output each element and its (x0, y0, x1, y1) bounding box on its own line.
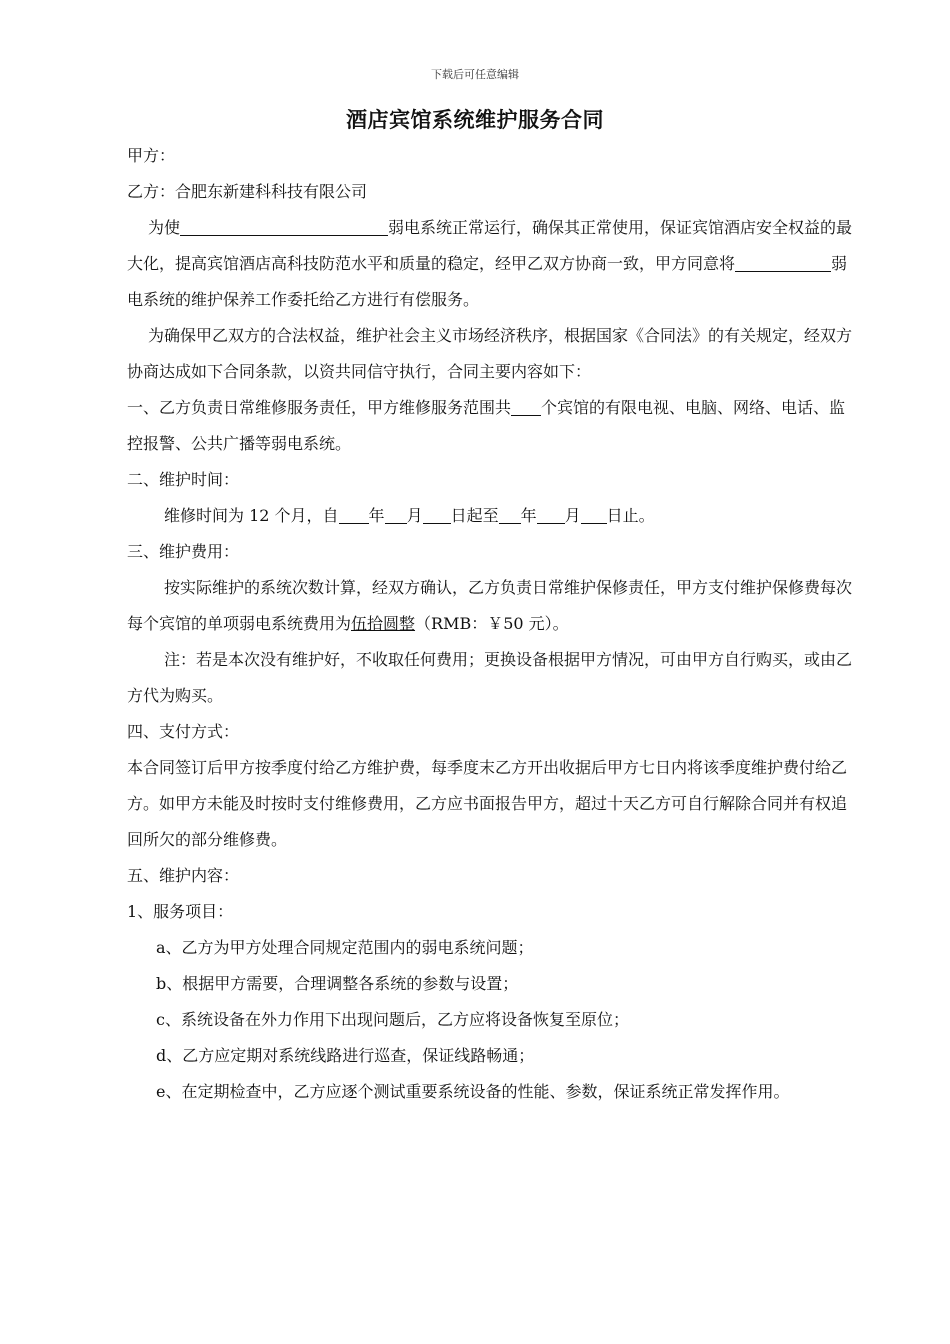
section-5-subtitle: 1、服务项目： (127, 902, 234, 921)
text: 维修时间为 12 个月，自 (164, 506, 339, 525)
section-2-title: 二、维护时间： (127, 470, 240, 489)
document-title: 酒店宾馆系统维护服务合同 (346, 107, 604, 132)
text: 弱电系统的维护保养工作委托给乙方进行有偿服务。 (127, 254, 848, 309)
blank-field-start-day[interactable] (423, 507, 451, 524)
contract-body (127, 138, 859, 1110)
paragraph-legal: 为确保甲乙双方的合法权益，维护社会主义市场经济秩序，根据国家《合同法》的有关规定，经双方协商达成如下合同条款，以资共同信守执行，合同主要内容如下： (127, 326, 853, 381)
section-5-title: 五、维护内容： (127, 866, 240, 885)
text: 年 (520, 506, 537, 525)
blank-field-start-year[interactable] (339, 507, 369, 524)
blank-field-hotel-count[interactable] (511, 399, 541, 416)
amount-in-words: 伍拾圆整 (351, 614, 416, 633)
amount-numeric: （RMB：￥50 元）。 (415, 614, 569, 633)
service-item-c: c、系统设备在外力作用下出现问题后，乙方应将设备恢复至原位； (156, 1010, 629, 1029)
blank-field-system-name[interactable] (180, 219, 388, 236)
section-3-note: 注：若是本次没有维护好，不收取任何费用；更换设备根据甲方情况，可由甲方自行购买，或由乙方代为购买。 (127, 650, 853, 705)
blank-field-end-year[interactable] (499, 507, 521, 524)
blank-field-system-name-2[interactable] (735, 255, 831, 272)
section-3-fee (127, 570, 859, 642)
text: 月 (406, 506, 423, 525)
text: 个宾馆的有限电视、电脑、网络、电话、监控报警、公共广播等弱电系统。 (127, 398, 846, 453)
text: 按实际维护的系统次数计算，经双方确认，乙方负责日常维护保修责任，甲方支付维护保修费每次每个宾馆的单项弱电系统费用为 (127, 578, 853, 633)
section-4-payment: 本合同签订后甲方按季度付给乙方维护费，每季度末乙方开出收据后甲方七日内将该季度维护费付给乙方。如甲方未能及时按时支付维修费用，乙方应书面报告甲方，超过十天乙方可自行解除合同并有权追回所欠的部分维修费。 (127, 758, 848, 849)
text: 弱电系统正常运行，确保其正常使用，保证宾馆酒店安全权益的最大化，提高宾馆酒店高科技防范水平和质量的稳定，经甲乙双方协商一致，甲方同意将 (127, 218, 853, 273)
service-item-d: d、乙方应定期对系统线路进行巡查，保证线路畅通； (156, 1046, 535, 1065)
section-1 (127, 390, 859, 462)
text: 年 (368, 506, 385, 525)
text: 日起至 (450, 506, 499, 525)
party-b: 乙方：合肥东新建科科技有限公司 (127, 182, 368, 201)
service-item-a: a、乙方为甲方处理合同规定范围内的弱电系统问题； (156, 938, 534, 957)
section-2-period (127, 498, 859, 534)
text: 月 (564, 506, 581, 525)
section-4-title: 四、支付方式： (127, 722, 240, 741)
blank-field-end-day[interactable] (581, 507, 607, 524)
section-3-title: 三、维护费用： (127, 542, 240, 561)
text: 为使 (148, 218, 181, 237)
blank-field-end-month[interactable] (537, 507, 565, 524)
page-header: 下载后可任意编辑 (431, 68, 519, 81)
service-item-b: b、根据甲方需要，合理调整各系统的参数与设置； (156, 974, 519, 993)
party-a: 甲方： (127, 146, 176, 165)
service-item-e: e、在定期检查中，乙方应逐个测试重要系统设备的性能、参数，保证系统正常发挥作用。 (156, 1082, 790, 1101)
text: 一、乙方负责日常维修服务责任，甲方维修服务范围共 (127, 398, 512, 417)
text: 日止。 (606, 506, 655, 525)
paragraph-purpose (127, 210, 859, 318)
blank-field-start-month[interactable] (385, 507, 407, 524)
